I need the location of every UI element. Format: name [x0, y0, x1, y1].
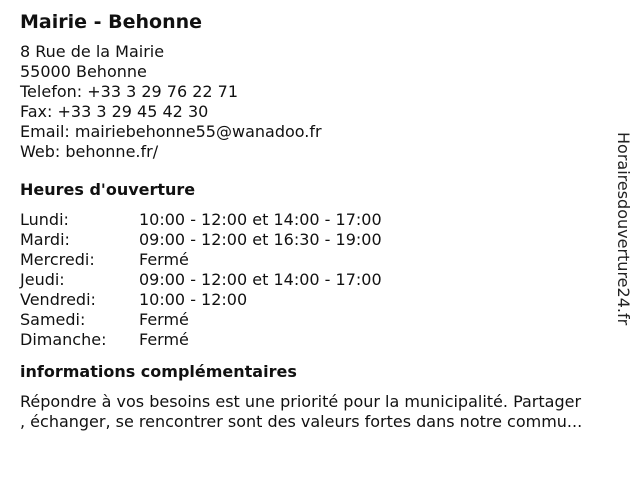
- day-label: Mercredi:: [20, 250, 95, 269]
- hours-row: [20, 230, 382, 250]
- hours-row: [20, 210, 382, 230]
- website: Web: behonne.fr/: [20, 142, 159, 161]
- opening-hours-table: [20, 210, 382, 350]
- description: [20, 392, 630, 432]
- business-listing: [20, 8, 630, 432]
- hours-row: [20, 250, 382, 270]
- additional-info-heading: informations complémentaires: [20, 362, 297, 381]
- day-label: Vendredi:: [20, 290, 96, 309]
- hours-row: [20, 270, 382, 290]
- site-brand-vertical: Horairesdouverture24.fr: [614, 132, 633, 326]
- day-label: Dimanche:: [20, 330, 107, 349]
- description-line: , échanger, se rencontrer sont des valeurs fortes dans notre commu...: [20, 412, 583, 431]
- fax-number: Fax: +33 3 29 45 42 30: [20, 102, 209, 121]
- day-label: Mardi:: [20, 230, 70, 249]
- day-label: Jeudi:: [20, 270, 65, 289]
- day-hours: 10:00 - 12:00 et 14:00 - 17:00: [139, 210, 382, 229]
- page-title: Mairie - Behonne: [20, 11, 203, 33]
- contact-block: [20, 42, 630, 162]
- hours-row: [20, 290, 382, 310]
- opening-hours-heading: Heures d'ouverture: [20, 180, 196, 199]
- day-label: Samedi:: [20, 310, 86, 329]
- street-address: 8 Rue de la Mairie: [20, 42, 165, 61]
- hours-row: [20, 330, 382, 350]
- hours-row: [20, 310, 382, 330]
- day-hours: Fermé: [139, 310, 189, 329]
- description-line: Répondre à vos besoins est une priorité pour la municipalité. Partager: [20, 392, 582, 411]
- day-hours: Fermé: [139, 330, 189, 349]
- day-hours: 10:00 - 12:00: [139, 290, 248, 309]
- email-address: Email: mairiebehonne55@wanadoo.fr: [20, 122, 322, 141]
- day-label: Lundi:: [20, 210, 69, 229]
- city-postcode: 55000 Behonne: [20, 62, 147, 81]
- day-hours: Fermé: [139, 250, 189, 269]
- phone-number: Telefon: +33 3 29 76 22 71: [20, 82, 239, 101]
- day-hours: 09:00 - 12:00 et 16:30 - 19:00: [139, 230, 382, 249]
- day-hours: 09:00 - 12:00 et 14:00 - 17:00: [139, 270, 382, 289]
